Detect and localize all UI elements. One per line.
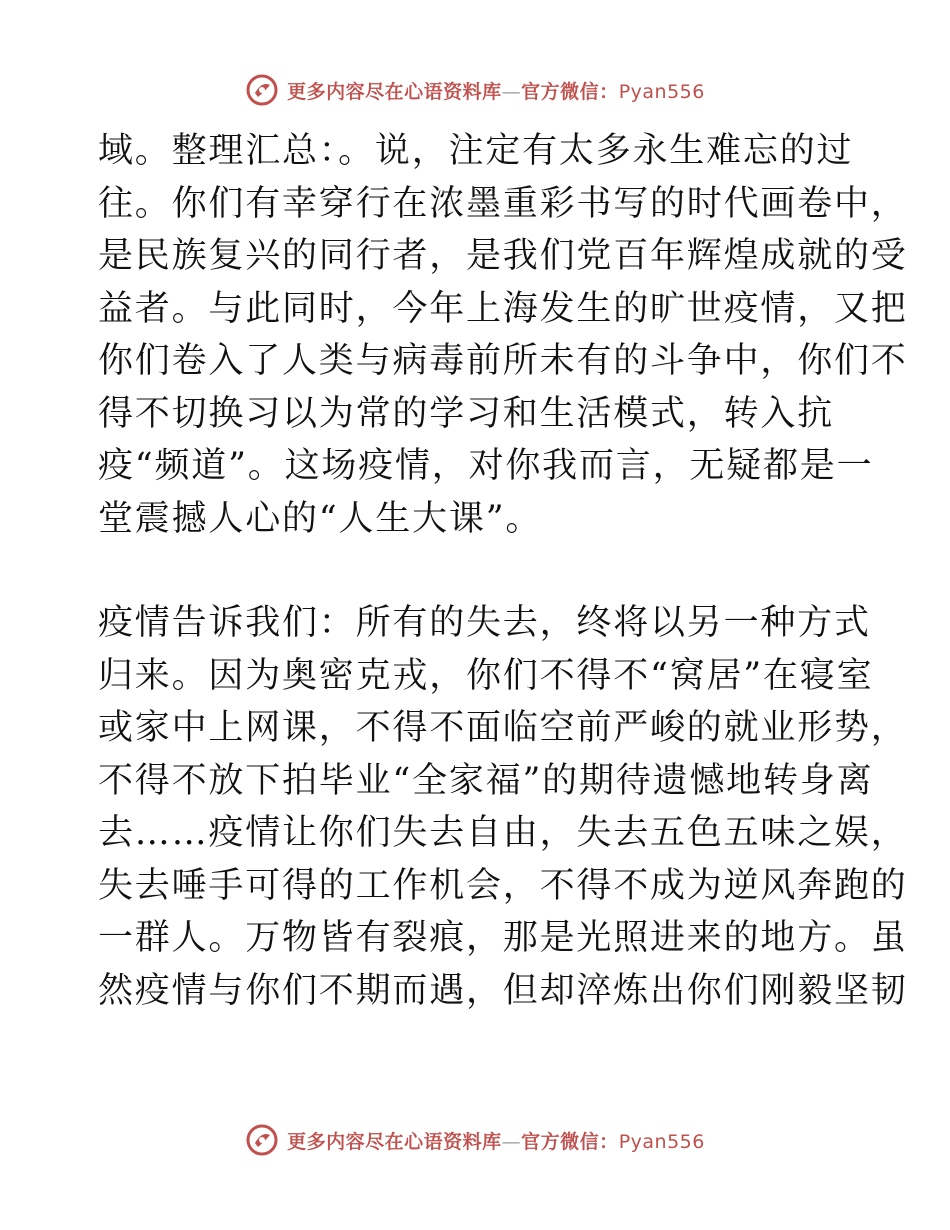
banner-site-name: 更多内容尽在心语资料库 [287, 1130, 502, 1153]
banner-text [287, 1127, 705, 1154]
footer-banner [0, 1120, 950, 1160]
banner-site-name: 更多内容尽在心语资料库 [287, 80, 502, 103]
banner-dash: — [501, 1130, 522, 1153]
text-line: 失去唾手可得的工作机会，不得不成为逆风奔跑的 [98, 865, 908, 906]
text-line: 疫情告诉我们：所有的失去，终将以另一种方式 [98, 603, 871, 643]
banner-wechat-label: 官方微信： [521, 1130, 619, 1153]
banner-wechat-id: Pyan556 [618, 80, 705, 103]
paragraph-spacer [98, 545, 858, 597]
text-line: 是民族复兴的同行者，是我们党百年辉煌成就的受 [98, 236, 908, 276]
text-line: 疫“频道”。这场疫情，对你我而言，无疑都是一 [98, 446, 874, 486]
brand-logo-icon [245, 73, 279, 107]
header-banner [0, 70, 950, 110]
banner-dash: — [501, 80, 522, 103]
text-line: 益者。与此同时，今年上海发生的旷世疫情，又把 [98, 288, 908, 329]
document-body [98, 125, 908, 1017]
text-line: 一群人。万物皆有裂痕，那是光照进来的地方。虽 [98, 918, 908, 958]
text-line: 堂震撼人心的“人生大课”。 [98, 498, 543, 539]
banner-wechat-label: 官方微信： [521, 80, 619, 103]
text-line: 往。你们有幸穿行在浓墨重彩书写的时代画卷中， [98, 183, 908, 224]
banner-wechat-id: Pyan556 [618, 1130, 705, 1153]
text-line: 不得不放下拍毕业“全家福”的期待遗憾地转身离 [98, 760, 874, 801]
text-line: 域。整理汇总：。说，注定有太多永生难忘的过 [98, 131, 854, 171]
text-line: 或家中上网课，不得不面临空前严峻的就业形势， [98, 708, 908, 748]
brand-logo-icon [245, 1123, 279, 1157]
text-line: 归来。因为奥密克戎，你们不得不“窝居”在寝室 [98, 655, 874, 696]
banner-text [287, 77, 705, 104]
paragraph-2 [98, 597, 908, 1017]
text-line: 得不切换习以为常的学习和生活模式，转入抗 [98, 393, 835, 434]
text-line: 你们卷入了人类与病毒前所未有的斗争中，你们不 [98, 341, 908, 381]
text-line: 去……疫情让你们失去自由，失去五色五味之娱， [98, 813, 908, 853]
text-line: 然疫情与你们不期而遇，但却淬炼出你们刚毅坚韧 [98, 970, 908, 1011]
paragraph-1 [98, 125, 908, 545]
